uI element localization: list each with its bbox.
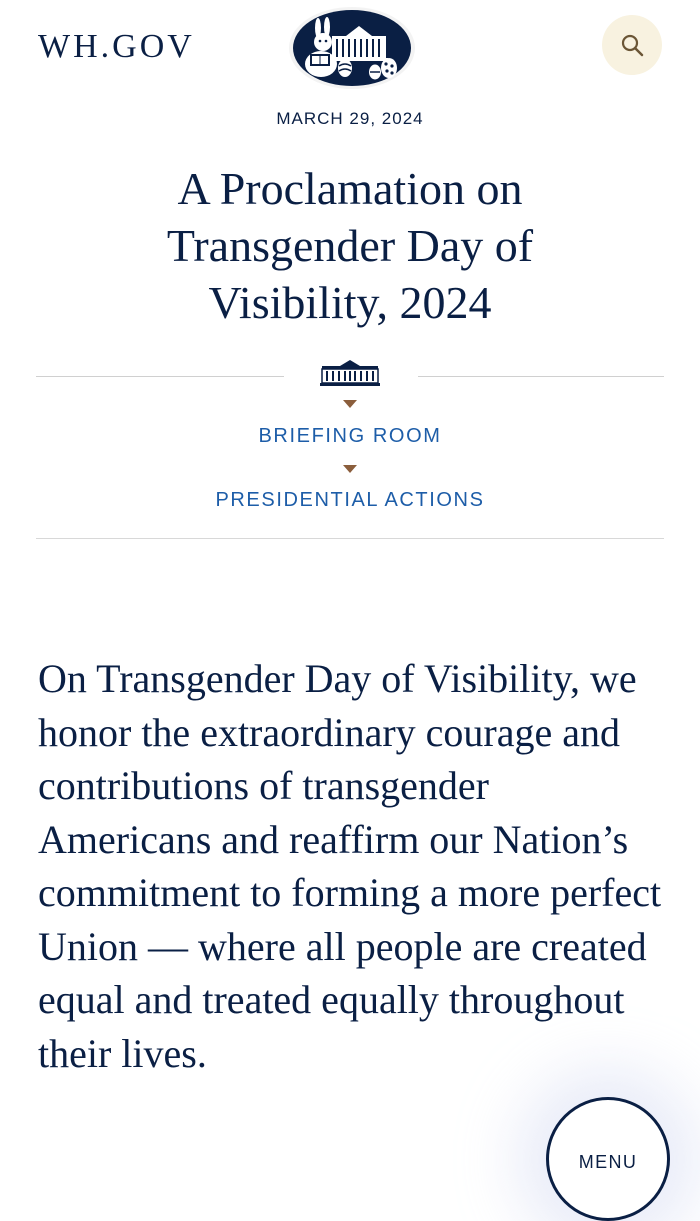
- divider-line-left: [36, 376, 284, 377]
- white-house-icon: [318, 358, 382, 388]
- breadcrumb-briefing-room[interactable]: BRIEFING ROOM: [258, 425, 442, 447]
- search-button[interactable]: [602, 15, 662, 75]
- lead-paragraph: On Transgender Day of Visibility, we honor the extraordinary courage and contributions of transgender Americans and reaffirm our Nation’s commitment to forming a more perfect Union — where all people are created equal and treated equally throughout their lives.: [38, 656, 662, 1076]
- site-logo[interactable]: WH.GOV: [38, 28, 195, 65]
- caret-down-icon: [343, 465, 357, 473]
- search-icon: [620, 33, 644, 57]
- section-divider: [36, 538, 664, 539]
- breadcrumb-presidential-actions[interactable]: PRESIDENTIAL ACTIONS: [215, 489, 485, 511]
- site-header: [0, 0, 700, 95]
- publish-date: MARCH 29, 2024: [276, 109, 424, 128]
- divider-line-right: [418, 376, 664, 377]
- white-house-easter-seal-icon[interactable]: [288, 6, 416, 90]
- menu-button-label: MENU: [578, 1152, 638, 1172]
- title-divider: [36, 355, 664, 391]
- menu-button[interactable]: [546, 1097, 670, 1221]
- page-title: A Proclamation on Transgender Day of Visibility, 2024: [166, 163, 534, 328]
- caret-down-icon: [343, 400, 357, 408]
